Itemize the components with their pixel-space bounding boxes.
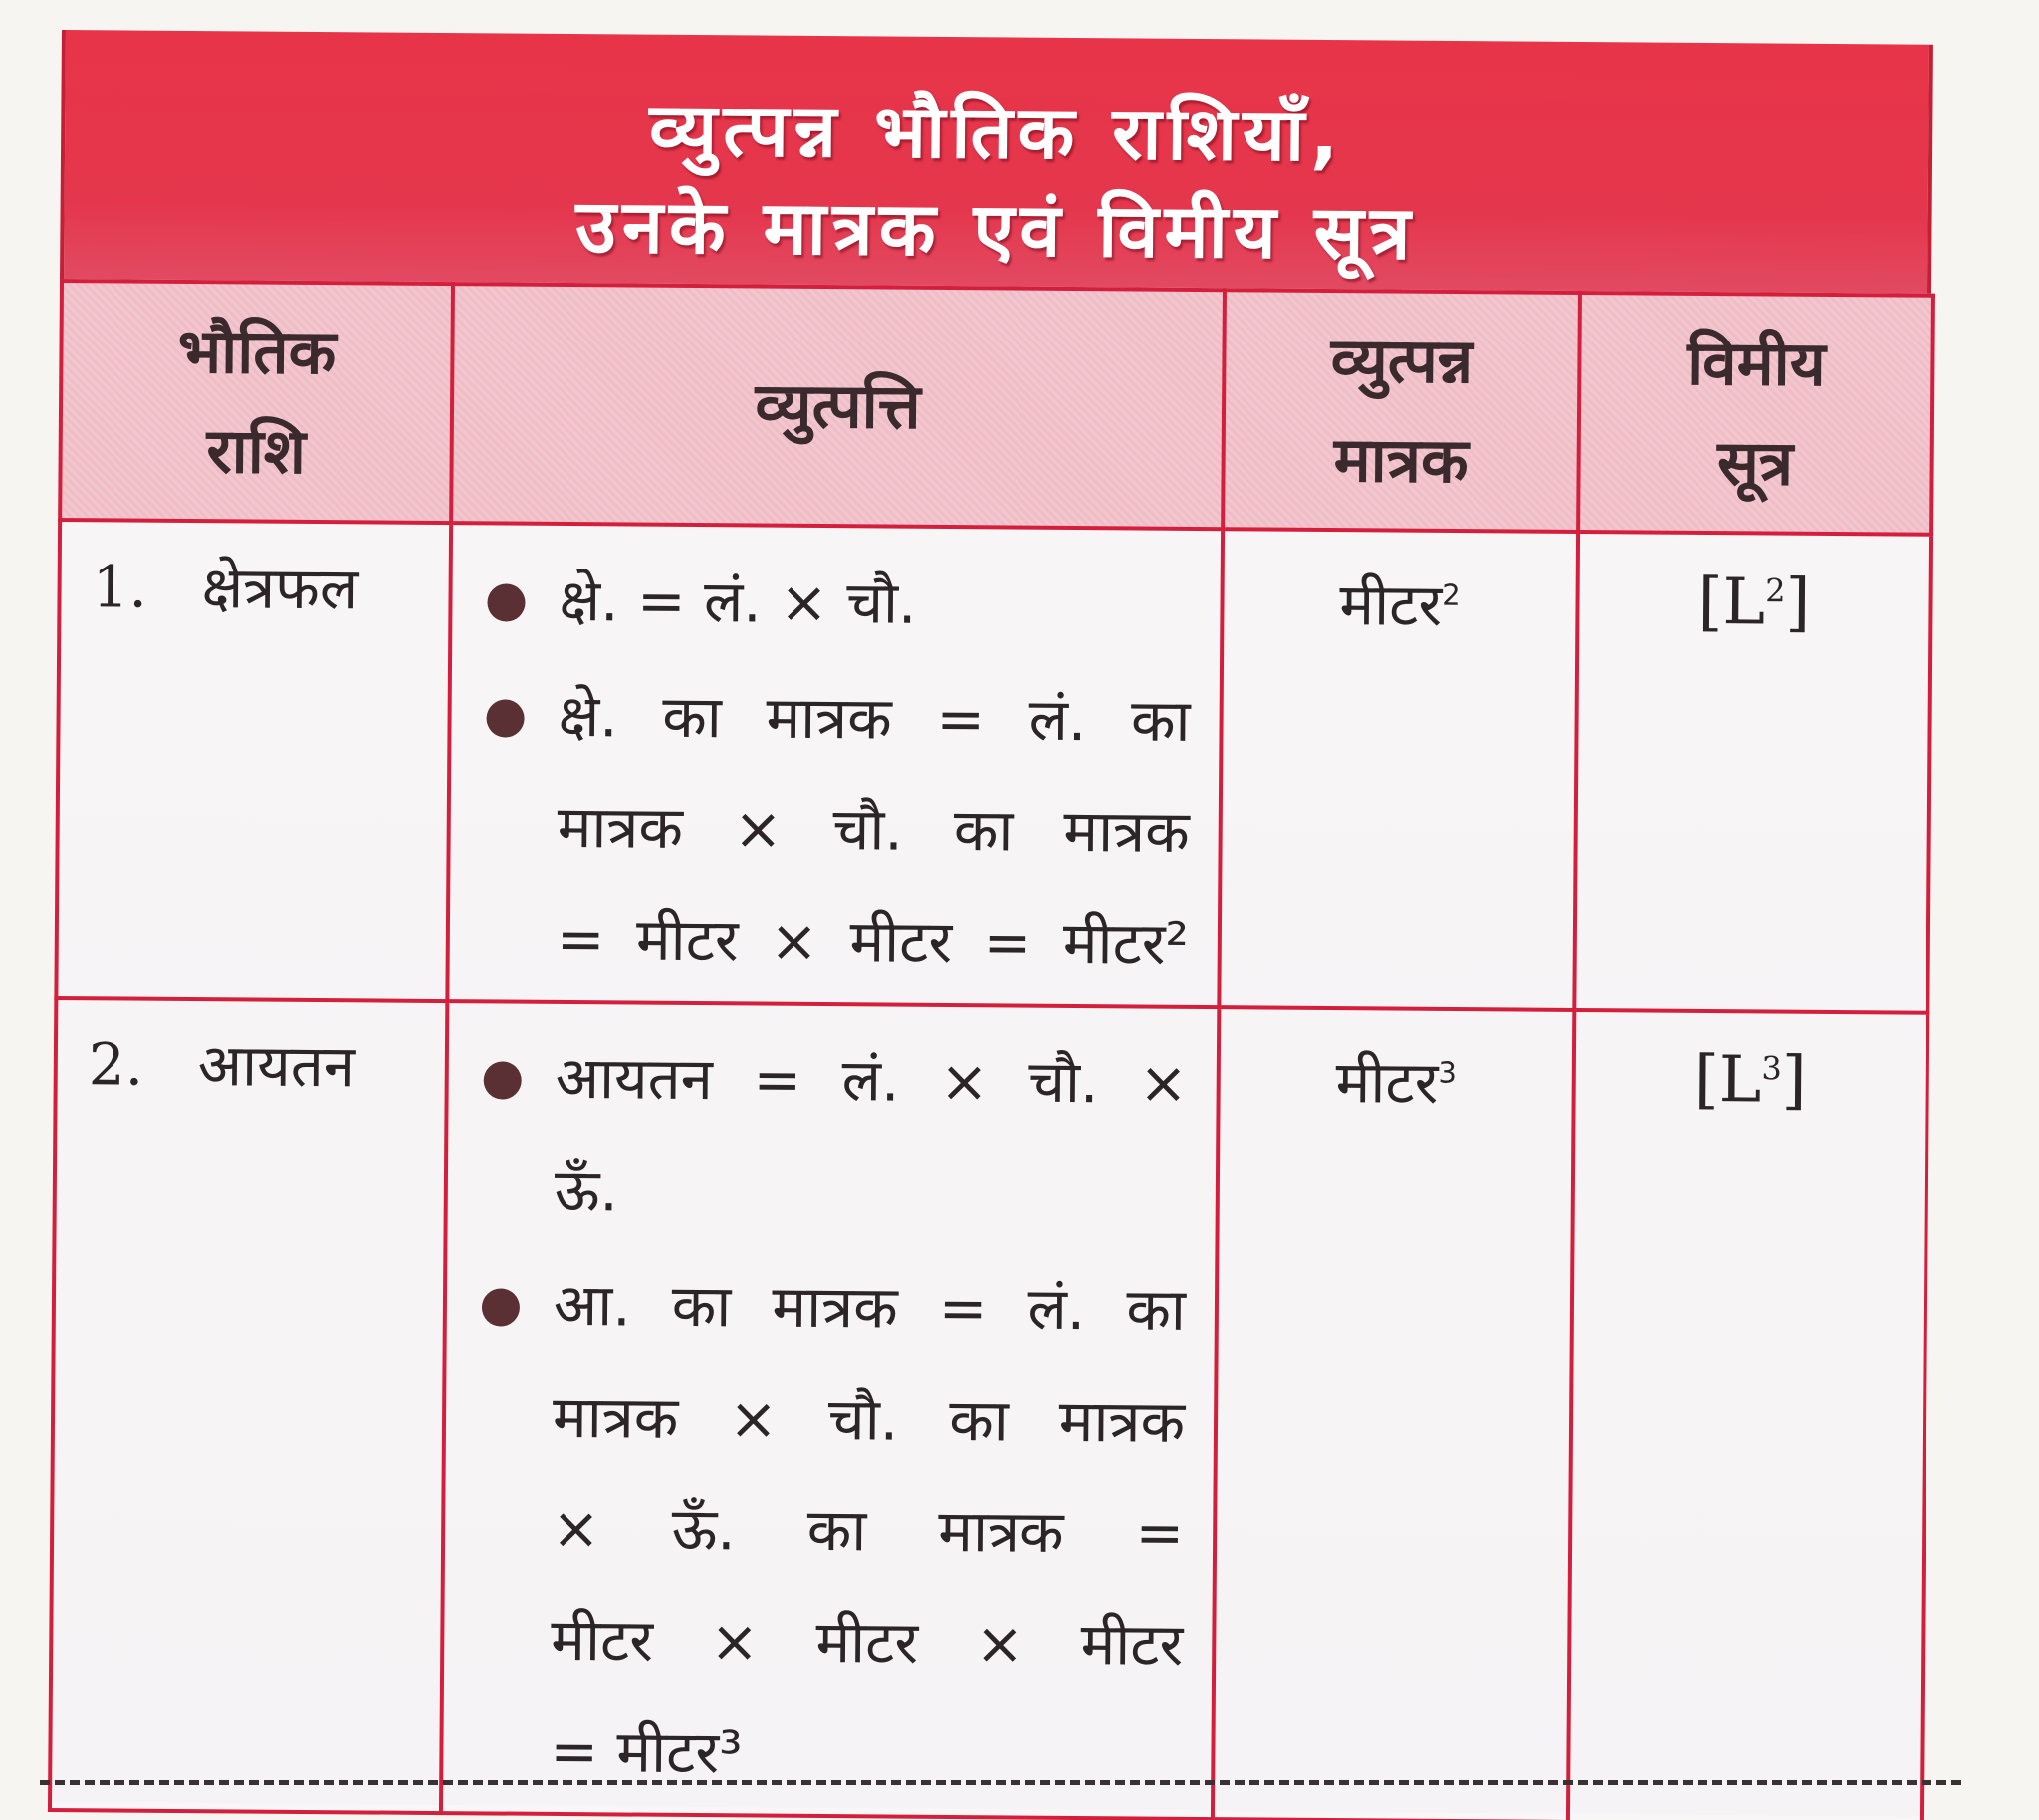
- derivation-line: ऊँ.: [554, 1155, 619, 1225]
- unit-cell: [1219, 529, 1578, 1010]
- list-item: [484, 659, 1191, 1000]
- dim-close: ]: [1781, 1043, 1807, 1118]
- dimension-cell: [1568, 1010, 1927, 1820]
- derivation-line: = मीटर × मीटर = मीटर²: [556, 904, 1190, 978]
- derivation-line: मात्रक × चौ. का मात्रक: [557, 793, 1190, 866]
- row-number: 1.: [92, 553, 148, 621]
- derivation-cell: [441, 1001, 1219, 1819]
- quantities-table: [48, 279, 1935, 1820]
- list-item: [478, 1249, 1186, 1812]
- header-dimensional-formula: विमीय सूत्र: [1578, 293, 1933, 535]
- title-line-2: उनके मात्रक एवं विमीय सूत्र: [575, 184, 1417, 277]
- unit-base: मीटर: [1339, 570, 1443, 639]
- title-banner: [60, 30, 1933, 294]
- quantity-name: आयतन: [197, 1031, 356, 1101]
- table-row: [50, 998, 1927, 1820]
- dim-close: ]: [1785, 566, 1811, 640]
- document-page: [48, 30, 1933, 1817]
- list-item: [482, 1022, 1188, 1251]
- derivation-line: क्षे. का मात्रक = लं. का: [558, 681, 1191, 755]
- derivation-line: आयतन = लं. × चौ. ×: [555, 1043, 1188, 1117]
- quantity-cell: [50, 998, 447, 1813]
- dashed-divider: [40, 1780, 1961, 1785]
- bullet-icon: [484, 1061, 522, 1099]
- dim-exponent: 3: [1761, 1049, 1782, 1088]
- derivation-line: क्षे. = लं. × चौ.: [559, 566, 917, 637]
- derivation-line: मात्रक × चौ. का मात्रक: [552, 1382, 1186, 1456]
- derivation-line: × ऊँ. का मात्रक =: [551, 1493, 1185, 1567]
- unit-exponent: 3: [1438, 1055, 1458, 1090]
- table-row: [56, 520, 1931, 1013]
- derivation-line: मीटर × मीटर × मीटर: [551, 1605, 1184, 1679]
- dim-exponent: 2: [1765, 571, 1786, 610]
- list-item: [487, 544, 1192, 661]
- bullet-icon: [487, 583, 525, 621]
- unit-exponent: 2: [1442, 577, 1461, 612]
- bullet-icon: [482, 1288, 520, 1326]
- header-derived-unit: व्युत्पन्न मात्रक: [1223, 290, 1580, 532]
- title-line-1: व्युत्पन्न भौतिक राशियाँ,: [648, 87, 1345, 179]
- derivation-line: आ. का मात्रक = लं. का: [553, 1270, 1187, 1344]
- dim-base: [L: [1694, 1042, 1762, 1118]
- dim-base: [L: [1698, 565, 1766, 640]
- dimension-cell: [1574, 532, 1931, 1013]
- quantity-cell: [56, 520, 451, 1001]
- bullet-icon: [486, 699, 524, 737]
- row-number: 2.: [88, 1030, 144, 1099]
- derivation-line: = मीटर³: [550, 1716, 743, 1787]
- table-header-row: [60, 281, 1933, 535]
- derivation-cell: [447, 523, 1223, 1007]
- unit-cell: [1213, 1007, 1574, 1820]
- quantity-name: क्षेत्रफल: [201, 554, 359, 623]
- header-physical-quantity: भौतिक राशि: [60, 281, 453, 523]
- unit-base: मीटर: [1335, 1048, 1439, 1117]
- header-derivation: व्युत्पत्ति: [451, 284, 1225, 529]
